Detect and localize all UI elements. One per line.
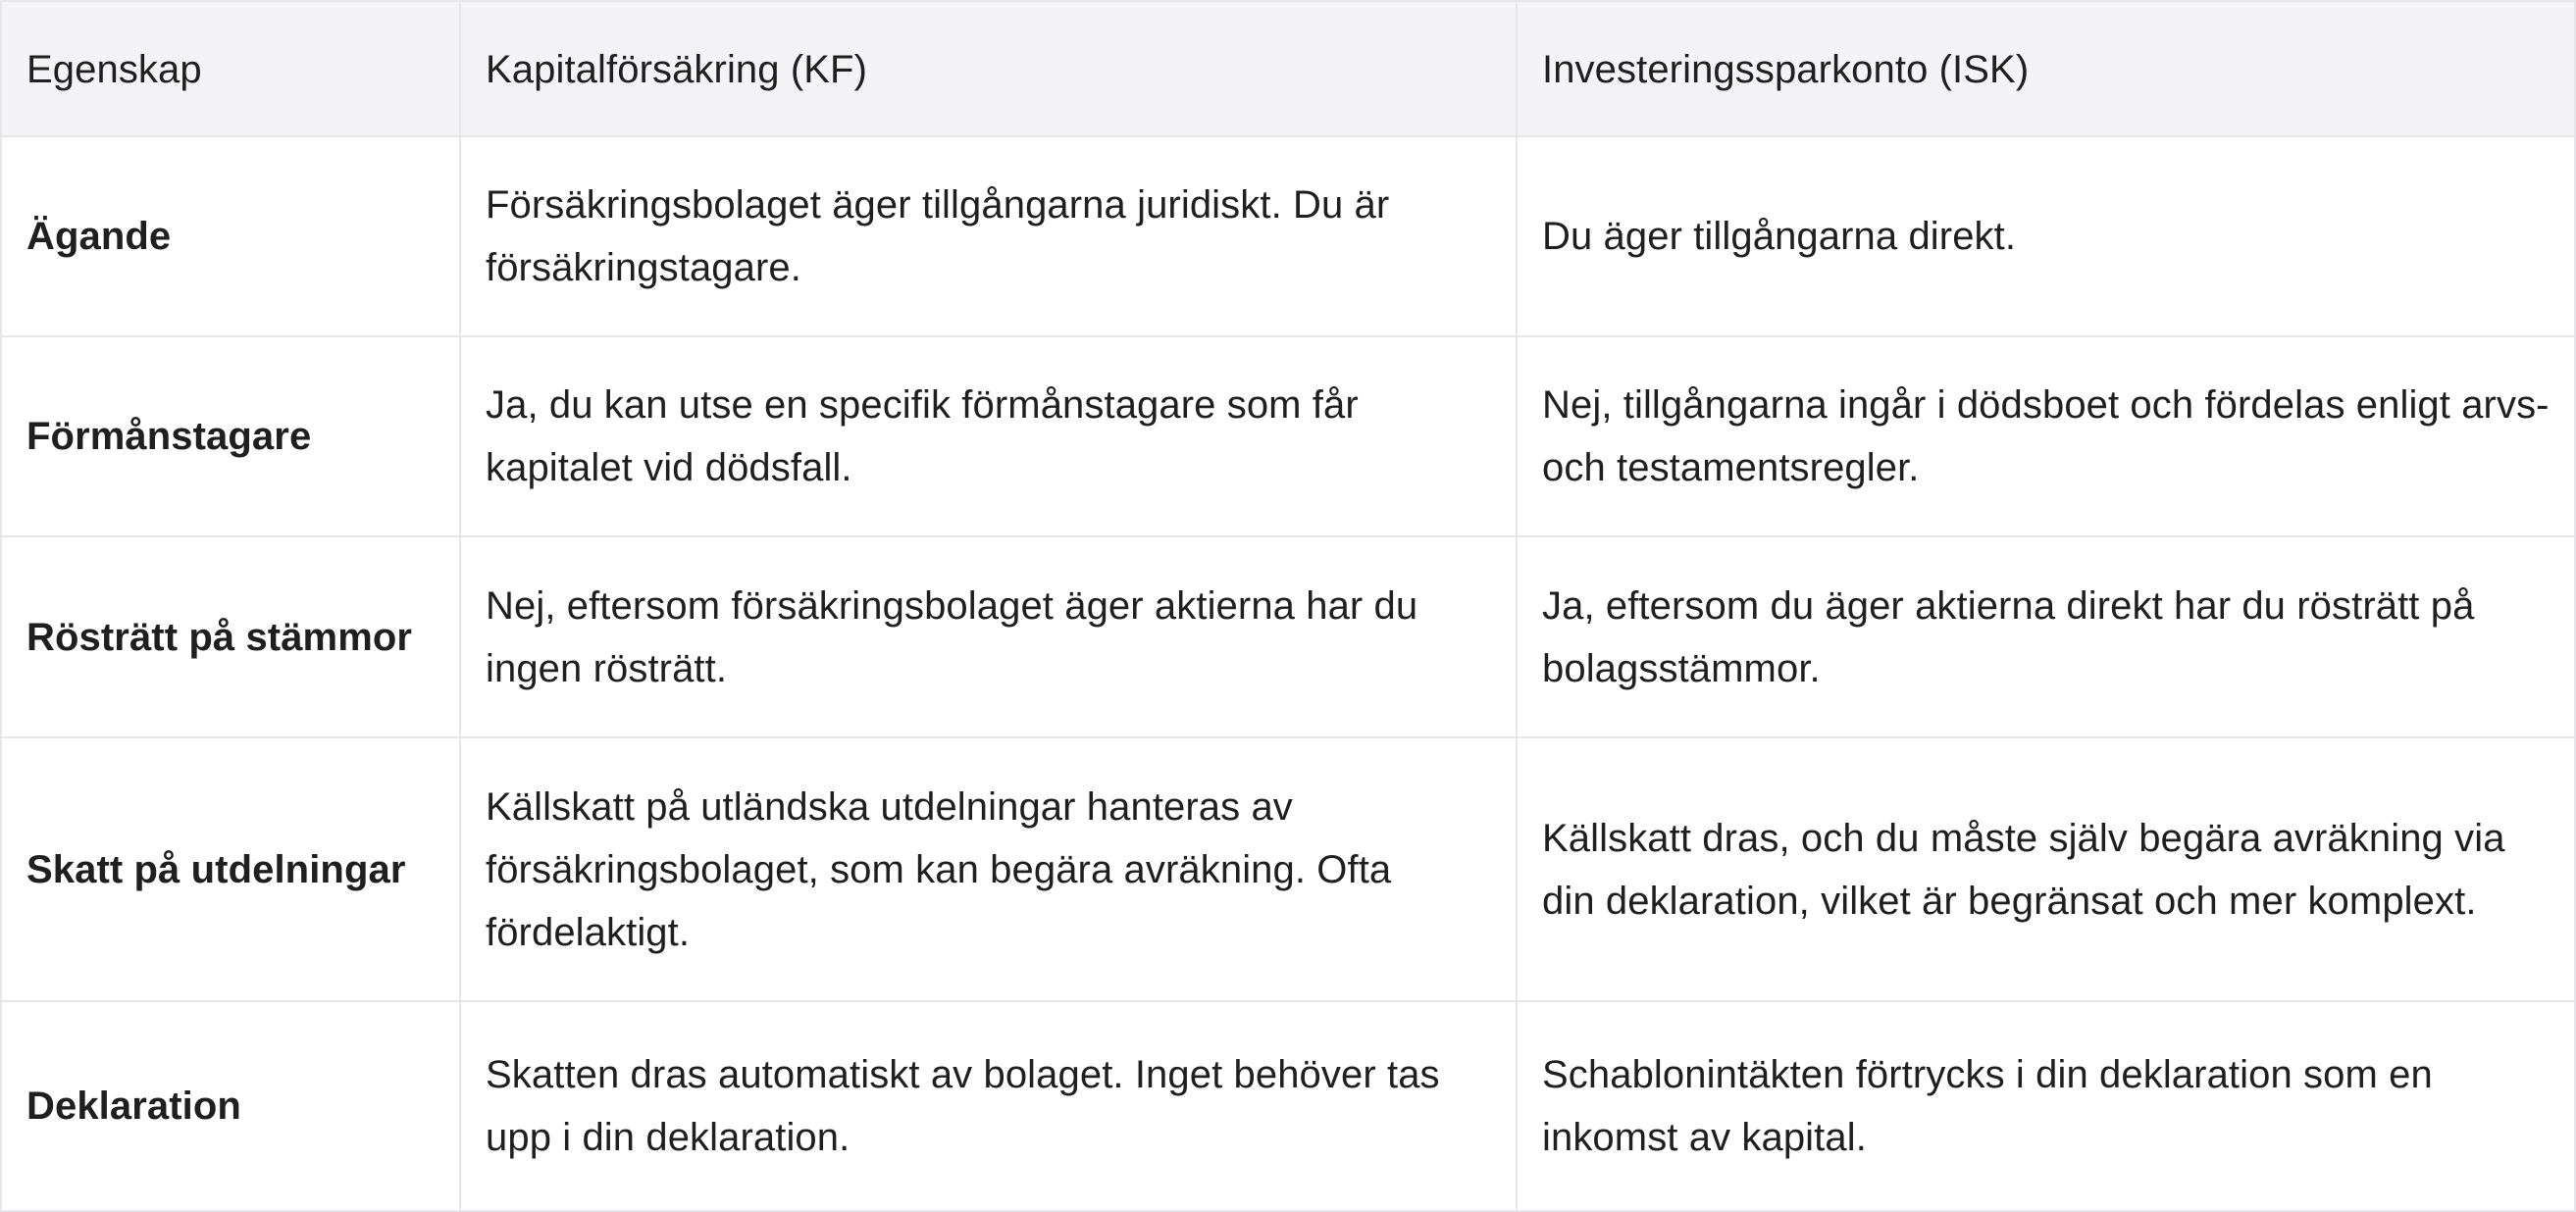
table-row [1,1001,2575,1211]
table-row [1,336,2575,536]
table-row [1,536,2575,737]
row-isk-cell: Nej, tillgångarna ingår i dödsboet och fördelas enligt arvs- och testamentsregler. [1517,336,2575,536]
row-property-label: Deklaration [1,1001,460,1211]
row-kf-cell: Nej, eftersom försäkringsbolaget äger aktierna har du ingen rösträtt. [460,536,1517,737]
header-isk: Investeringssparkonto (ISK) [1517,1,2575,136]
header-property: Egenskap [1,1,460,136]
row-kf-cell: Skatten dras automatiskt av bolaget. Inget behöver tas upp i din deklaration. [460,1001,1517,1211]
row-kf-cell: Ja, du kan utse en specifik förmånstagare som får kapitalet vid dödsfall. [460,336,1517,536]
row-property-label: Rösträtt på stämmor [1,536,460,737]
row-isk-cell: Källskatt dras, och du måste själv begära avräkning via din deklaration, vilket är begränsat och mer komplext. [1517,737,2575,1001]
row-kf-cell: Källskatt på utländska utdelningar hanteras av försäkringsbolaget, som kan begära avräkning. Ofta fördelaktigt. [460,737,1517,1001]
row-property-label: Förmånstagare [1,336,460,536]
row-isk-cell: Schablonintäkten förtrycks i din deklaration som en inkomst av kapital. [1517,1001,2575,1211]
table-body [1,136,2575,1211]
row-property-label: Skatt på utdelningar [1,737,460,1001]
row-isk-cell: Du äger tillgångarna direkt. [1517,136,2575,336]
table-row [1,136,2575,336]
row-kf-cell: Försäkringsbolaget äger tillgångarna juridiskt. Du är försäkringstagare. [460,136,1517,336]
row-property-label: Ägande [1,136,460,336]
header-row [1,1,2575,136]
row-isk-cell: Ja, eftersom du äger aktierna direkt har du rösträtt på bolagsstämmor. [1517,536,2575,737]
header-kf: Kapitalförsäkring (KF) [460,1,1517,136]
table-header [1,1,2575,136]
table-row [1,737,2575,1001]
